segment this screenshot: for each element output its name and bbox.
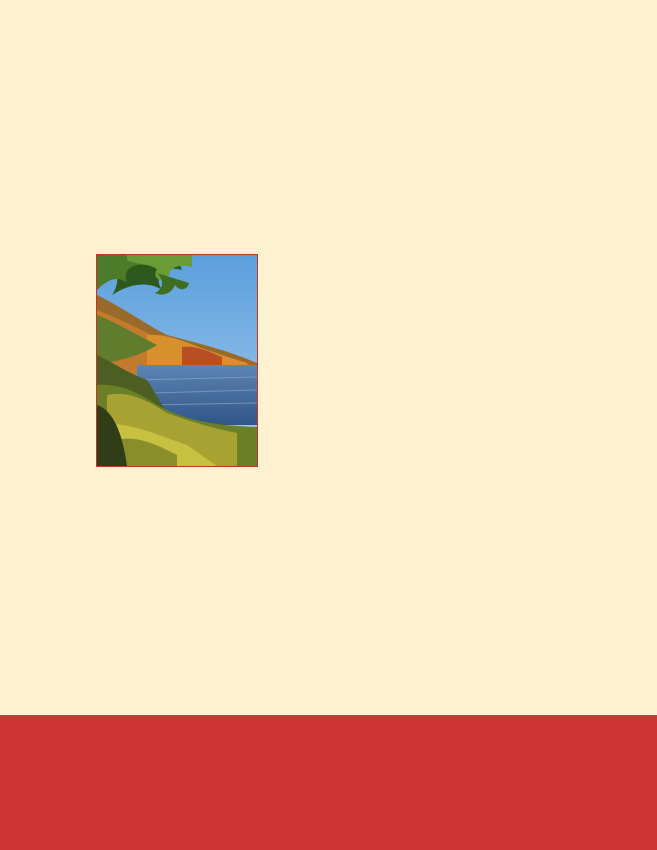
title-diamond-ornament — [270, 150, 386, 172]
photo-spacer — [96, 254, 274, 480]
top-diamond-border — [0, 11, 657, 35]
body-text — [96, 254, 562, 480]
bottom-diamond-border — [0, 811, 657, 835]
